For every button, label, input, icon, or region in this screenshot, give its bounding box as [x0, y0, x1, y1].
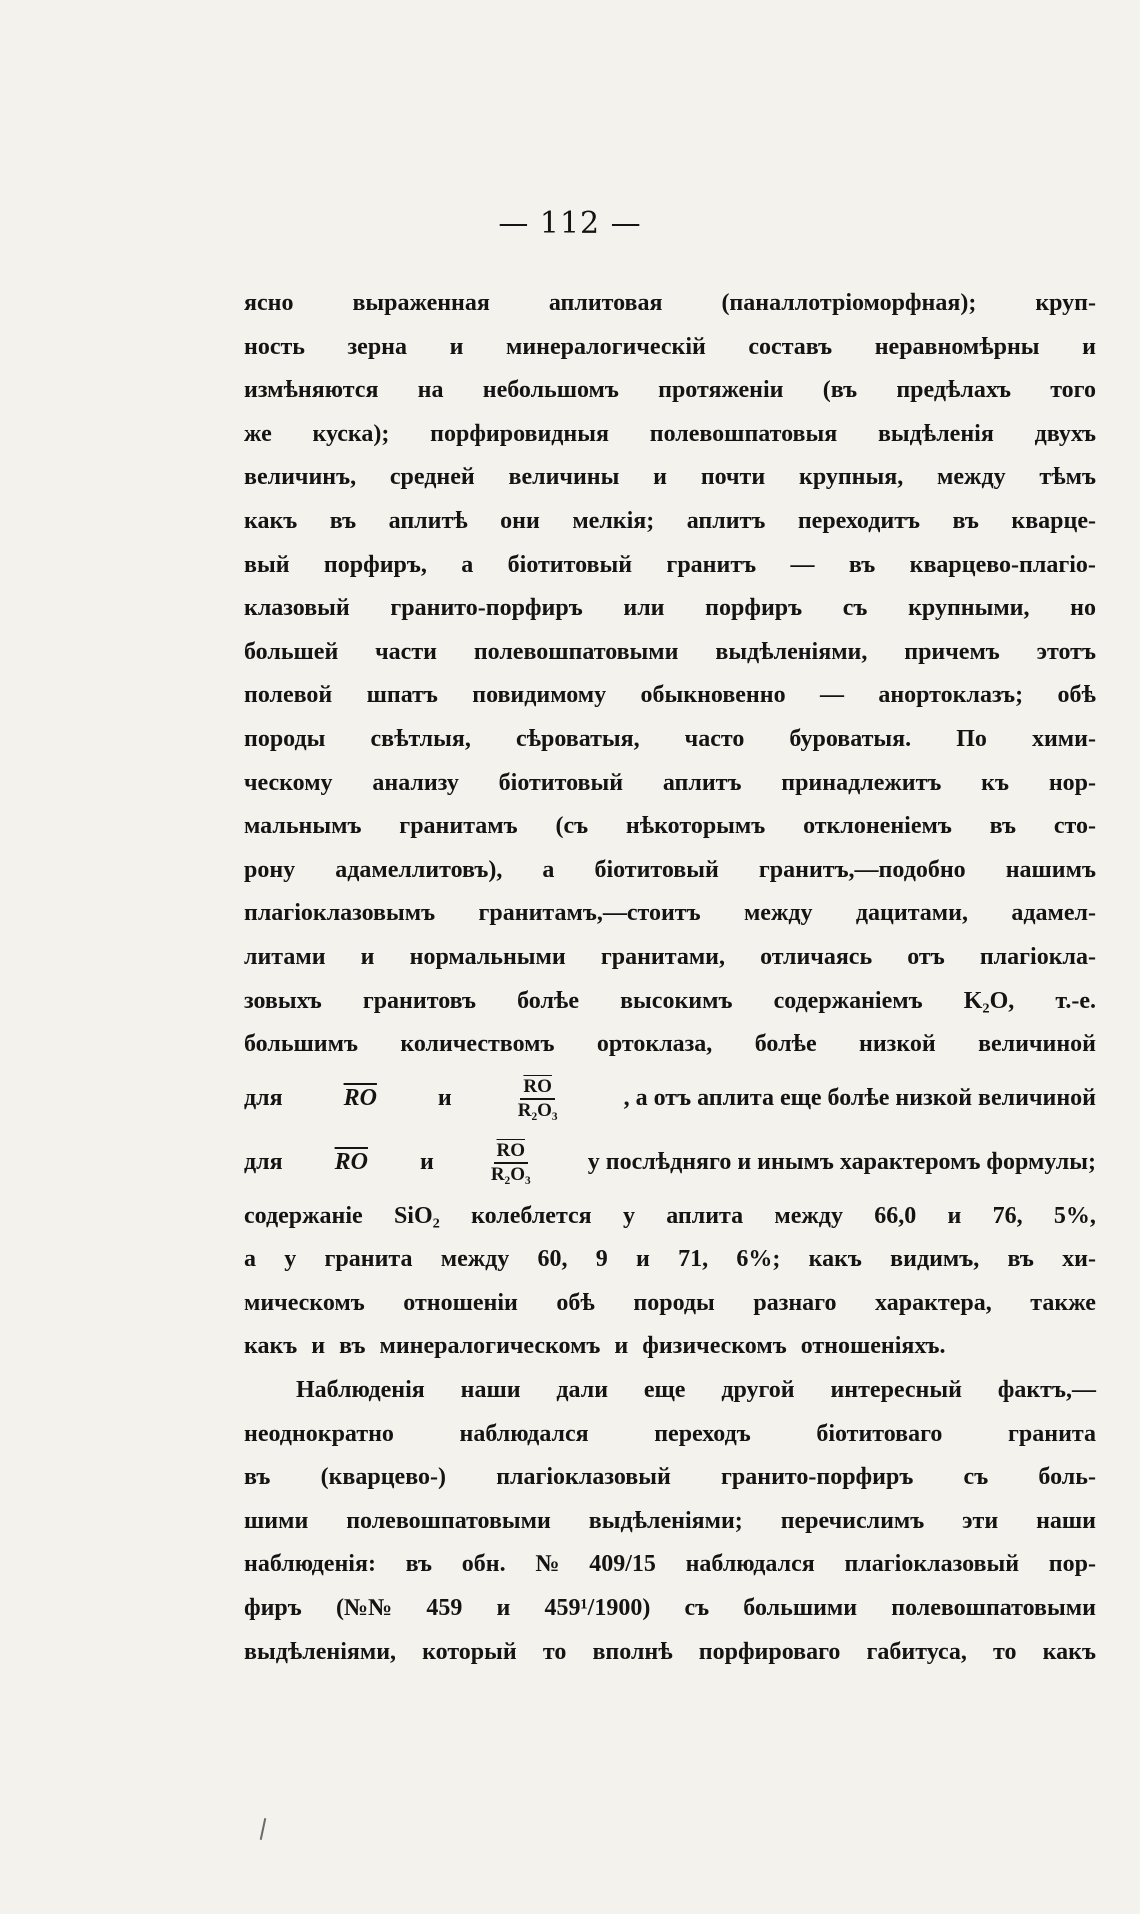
- text-line: измѣняются на небольшомъ протяженіи (въ предѣлахъ того: [244, 377, 1096, 404]
- text-line: ческому анализу біотитовый аплитъ принадлежитъ къ нор-: [244, 769, 1096, 796]
- text-line: Наблюденія наши дали еще другой интересный фактъ,—: [296, 1377, 1096, 1404]
- formula-conjunction: и: [437, 1085, 452, 1112]
- text-line: рону адамеллитовъ), а біотитовый гранитъ,—подобно нашимъ: [244, 856, 1096, 883]
- text-line: полевой шпатъ повидимому обыкновенно — анортоклазъ; обѣ: [244, 682, 1096, 709]
- ro-symbol: $\overline{RO}$: [343, 1085, 377, 1112]
- formula-prefix: для: [244, 1085, 283, 1112]
- text-line: же куска); порфировидныя полевошпатовыя выдѣленія двухъ: [244, 420, 1096, 447]
- fraction: [515, 1076, 561, 1122]
- paragraph-1-continued: [244, 1195, 1096, 1369]
- formula-line-1: [244, 1067, 1096, 1131]
- text-line: большимъ количествомъ ортоклаза, болѣе низкой величиной: [244, 1031, 1096, 1058]
- text-line: породы свѣтлыя, сѣроватыя, часто буроватыя. По хими-: [244, 725, 1096, 752]
- text-line: въ (кварцево-) плагіоклазовый гранито-порфиръ съ боль-: [244, 1464, 1096, 1491]
- formula-prefix: для: [244, 1149, 283, 1176]
- text-line: мальнымъ гранитамъ (съ нѣкоторымъ отклоненіемъ въ сто-: [244, 813, 1096, 840]
- fraction-denominator: R₂O₃: [490, 1163, 531, 1185]
- fraction-numerator: $\overline{RO}$: [520, 1076, 555, 1100]
- text-line: мическомъ отношеніи обѣ породы разнаго характера, также: [244, 1289, 1096, 1316]
- formula-conjunction: и: [419, 1149, 434, 1176]
- fraction-denominator: R₂O₃: [517, 1099, 558, 1121]
- text-line: вый порфиръ, а біотитовый гранитъ — въ кварцево-плагіо-: [244, 551, 1096, 578]
- text-line: ность зерна и минералогическій составъ неравномѣрны и: [244, 333, 1096, 360]
- fraction-numerator: $\overline{RO}$: [494, 1140, 529, 1164]
- text-line: неоднократно наблюдался переходъ біотитоваго гранита: [244, 1420, 1096, 1447]
- text-line: плагіоклазовымъ гранитамъ,—стоитъ между дацитами, адамел-: [244, 900, 1096, 927]
- text-line: какъ въ аплитѣ они мелкія; аплитъ переходитъ въ кварце-: [244, 507, 1096, 534]
- text-line: содержаніе SiO₂ колеблется у аплита между 66,0 и 76, 5%,: [244, 1202, 1096, 1229]
- text-line: величинъ, средней величины и почти крупныя, между тѣмъ: [244, 464, 1096, 491]
- text-line: ясно выраженная аплитовая (паналлотріоморфная); круп-: [244, 290, 1096, 316]
- formula-line-2: [244, 1131, 1096, 1195]
- ro-symbol: $\overline{RO}$: [334, 1149, 368, 1176]
- text-line: зовыхъ гранитовъ болѣе высокимъ содержаніемъ K₂O, т.-е.: [244, 987, 1096, 1014]
- text-line: клазовый гранито-порфиръ или порфиръ съ крупными, но: [244, 595, 1096, 622]
- page-number: — 112 —: [498, 206, 642, 241]
- text-line: шими полевошпатовыми выдѣленіями; перечислимъ эти наши: [244, 1507, 1096, 1534]
- formula-suffix: у послѣдняго и инымъ характеромъ формулы;: [587, 1149, 1096, 1176]
- text-line: наблюденія: въ обн. № 409/15 наблюдался плагіоклазовый пор-: [244, 1551, 1096, 1578]
- text-line: а у гранита между 60, 9 и 71, 6%; какъ видимъ, въ хи-: [244, 1246, 1096, 1273]
- paragraph-2: [244, 1369, 1096, 1674]
- text-line: какъ и въ минералогическомъ и физическомъ отношеніяхъ.: [244, 1333, 946, 1360]
- text-line: большей части полевошпатовыми выдѣленіями, причемъ этотъ: [244, 638, 1096, 665]
- text-line: литами и нормальными гранитами, отличаясь отъ плагіокла-: [244, 943, 1096, 970]
- formula-suffix: , а отъ аплита еще болѣе низкой величиной: [623, 1085, 1096, 1112]
- body-text: [244, 282, 1096, 1674]
- paragraph-1: [244, 282, 1096, 1067]
- stray-mark: [260, 1818, 267, 1840]
- text-line: выдѣленіями, который то вполнѣ порфироваго габитуса, то какъ: [244, 1638, 1096, 1665]
- fraction: [488, 1140, 534, 1186]
- text-line: фиръ (№№ 459 и 459¹/1900) съ большими полевошпатовыми: [244, 1595, 1096, 1622]
